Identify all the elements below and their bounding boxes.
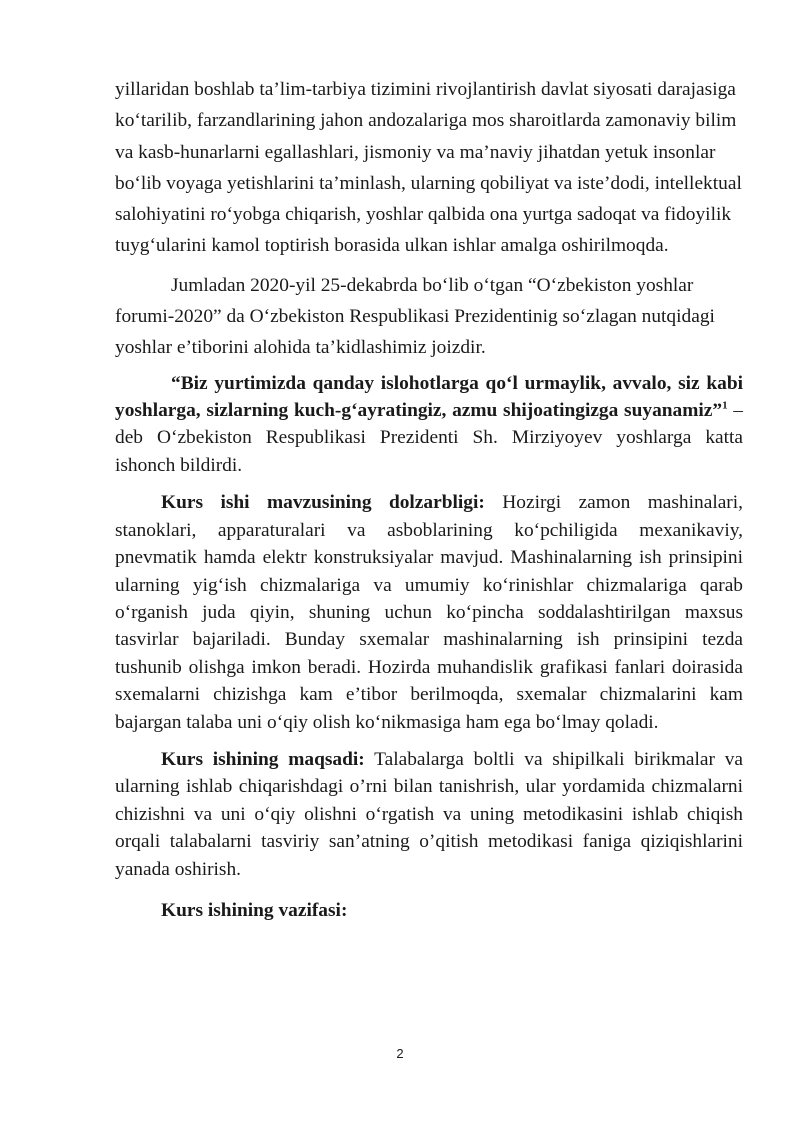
- page-content: [115, 74, 743, 924]
- relevance-heading: Kurs ishi mavzusining dolzarbligi:: [161, 492, 485, 514]
- relevance-body: Hozirgi zamon mashinalari, stanoklari, apparaturalari va asboblarining ko‘pchiligida mexanikaviy, pnevmatik hamda elektr konstruksiyalar mavjud. Mashinalarning ish prinsipini ularning yig‘ish chizmalariga va umumiy ko‘rinishlar chizmalariga qarab o‘rganish juda qiyin, shuning uchun ko‘pincha soddalashtirilgan maxsus tasvirlar bajariladi. Bunday sxemalar mashinalarning ish prinsipini tezda tushunib olishga imkon beradi. Hozirda muhandislik grafikasi fanlari doirasida sxemalarni chizishga kam e’tibor berilmoqda, sxemalar chizmalarini kam bajargan talaba uni o‘qiy olish ko‘nikmasiga ham ega bo‘lmay qoladi.: [115, 492, 744, 733]
- paragraph-intro: yillaridan boshlab ta’lim-tarbiya tizimini rivojlantirish davlat siyosati darajasiga ko‘tarilib, farzandlarining jahon andozalariga mos sharoitlarda zamonaviy bilim va kasb-hunarlarni egallashlari, jismoniy va ma’naviy jihatdan yetuk insonlar bo‘lib voyaga yetishlarini ta’minlash, ularning qobiliyat va iste’dodi, intellektual salohiyatini ro‘yobga chiqarish, yoshlar qalbida ona yurtga sadoqat va fidoyilik tuyg‘ularini kamol toptirish borasida ulkan ishlar amalga oshirilmoqda.: [115, 79, 742, 257]
- paragraph-forum: Jumladan 2020-yil 25-dekabrda bo‘lib o‘tgan “O‘zbekiston yoshlar forumi-2020” da O‘zbekiston Respublikasi Prezidentinig so‘zlagan nutqidagi yoshlar e’tiborini alohida ta’kidlashimiz joizdir.: [115, 274, 715, 359]
- tasks-heading: Kurs ishining vazifasi:: [161, 899, 348, 921]
- footnote-mark: 1: [722, 399, 728, 412]
- page-number: 2: [396, 1046, 404, 1061]
- goal-heading: Kurs ishining maqsadi:: [161, 748, 365, 770]
- president-quote: “Biz yurtimizda qanday islohotlarga qo‘l urmaylik, avvalo, siz kabi yoshlarga, sizlarning kuch-g‘ayratingiz, azmu shijoatingizga suyanamiz”: [115, 372, 743, 422]
- goal-body: Talabalarga boltli va shipilkali birikmalar va ularning ishlab chiqarishdagi o’rni bilan tanishrish, ular yordamida chizmalarni chizishni va uni o‘qiy olishni o‘rgatish va uning metodikasini ishlab chiqish orqali talabalarni tasviriy san’atning o’qitish metodikasi faniga qiziqishlarini yanada oshirish.: [115, 748, 743, 880]
- paragraph-relevance: [115, 489, 743, 736]
- paragraph-tasks: [115, 897, 743, 924]
- paragraph-quote: [115, 370, 743, 480]
- quote-attribution: – deb O‘zbekiston Respublikasi Prezidenti Sh. Mirziyoyev yoshlarga katta ishonch bildirdi.: [115, 400, 744, 476]
- paragraph-goal: [115, 746, 743, 883]
